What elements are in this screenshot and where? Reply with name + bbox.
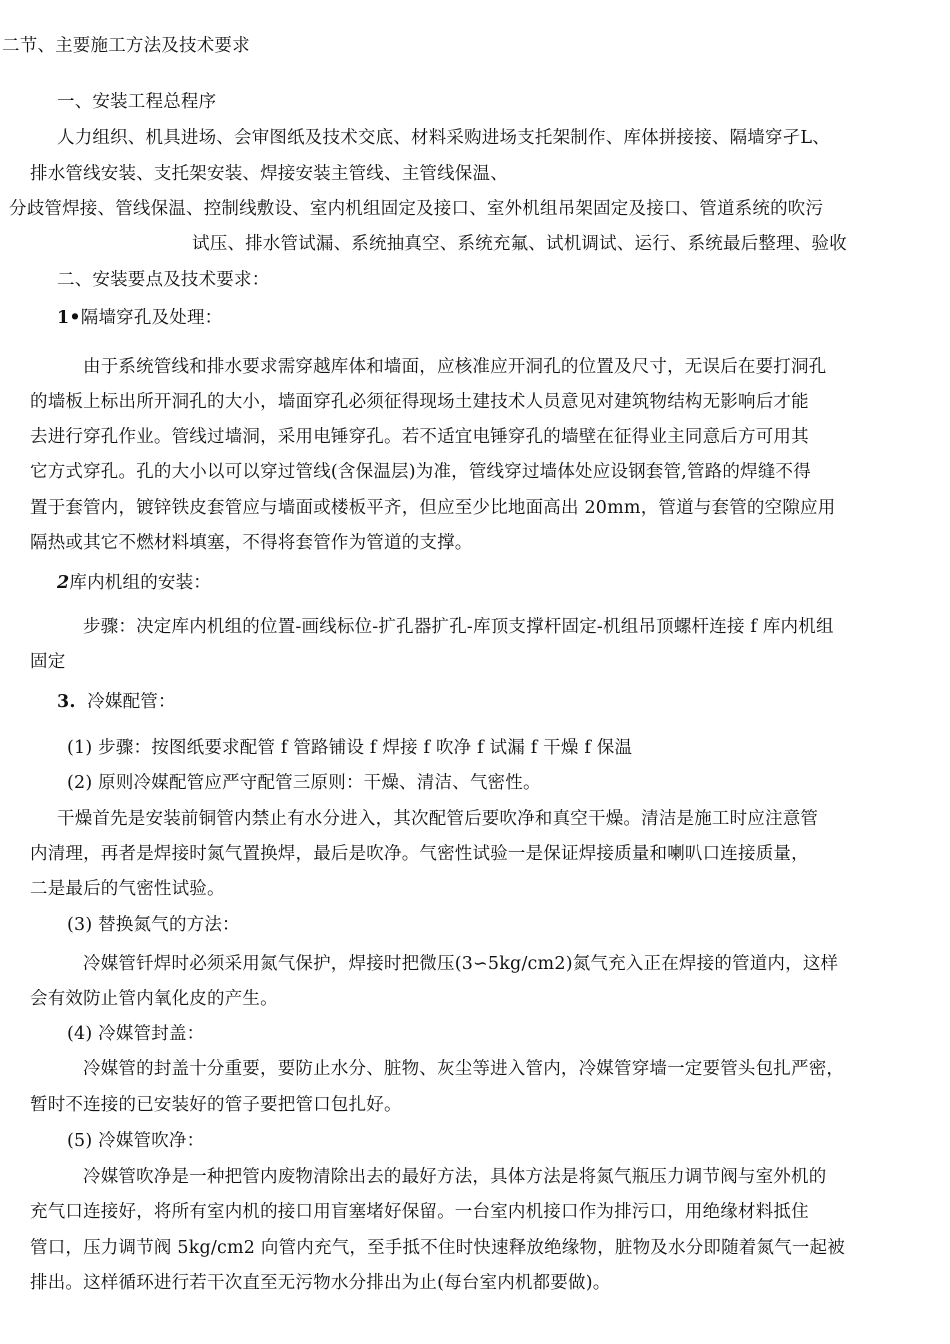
- sub5-line: 充气口连接好，将所有室内机的接口用盲塞堵好保留。一台室内机接口作为排污口，用绝缘材料抵住: [30, 1202, 809, 1222]
- part1-line: 人力组织、机具进场、会审图纸及技术交底、材料采购进场支托架制作、库体拼接接、隔墙穿孑L、: [57, 128, 830, 148]
- item1-line: 置于套管内，镀锌铁皮套管应与墙面或楼板平齐，但应至少比地面高出 20mm，管道与套管的空隙应用: [30, 498, 836, 518]
- item3-sub3: (3) 替换氮气的方法：: [67, 915, 240, 935]
- item3-sub2: (2) 原则冷媒配管应严守配管三原则：干燥、清洁、气密性。: [67, 773, 541, 793]
- item1-line: 隔热或其它不燃材料填塞，不得将套管作为管道的支撑。: [30, 533, 473, 553]
- item3-number: 3.: [57, 692, 76, 712]
- sub5-line: 冷媒管吹净是一种把管内废物清除出去的最好方法，具体方法是将氮气瓶压力调节阀与室外机的: [83, 1167, 827, 1187]
- part1-line: 分歧管焊接、管线保温、控制线敷设、室内机组固定及接口、室外机组吊架固定及接口、管道系统的吹污: [9, 199, 824, 219]
- sub4-line: 暂时不连接的已安装好的管子要把管口包扎好。: [30, 1095, 402, 1115]
- item2-number: 2: [57, 573, 70, 593]
- item2-line: 步骤：决定库内机组的位置-画线标位-扩孔器扩孔-库顶支撑杆固定-机组吊顶螺杆连接 f 库内机组: [83, 617, 834, 637]
- item1-line: 的墙板上标出所开洞孔的大小，墙面穿孔必须征得现场土建技术人员意见对建筑物结构无影响后才能: [30, 392, 809, 412]
- sub2-line: 干燥首先是安装前铜管内禁止有水分进入，其次配管后要吹净和真空干燥。清洁是施工时应注意管: [57, 809, 819, 829]
- item3-sub4: (4) 冷媒管封盖：: [67, 1024, 205, 1044]
- item2-title: 库内机组的安装：: [69, 573, 211, 593]
- item3-sub1: (1) 步骤：按图纸要求配管 f 管路铺设 f 焊接 f 吹净 f 试漏 f 干燥 f 保温: [67, 738, 633, 758]
- part1-line: 试压、排水管试漏、系统抽真空、系统充氟、试机调试、运行、系统最后整理、验收: [192, 234, 847, 254]
- item1-line: 去进行穿孔作业。管线过墙洞，采用电锤穿孔。若不适宜电锤穿孔的墙壁在征得业主同意后方可用其: [30, 427, 809, 447]
- sub5-line: 排出。这样循环进行若干次直至无污物水分排出为止(每台室内机都要做)。: [30, 1273, 611, 1293]
- item3-title: 冷媒配管：: [87, 692, 176, 712]
- item1-heading: [57, 306, 222, 330]
- item2-line: 固定: [30, 652, 66, 672]
- sub2-line: 二是最后的气密性试验。: [30, 879, 225, 899]
- sub5-line: 管口，压力调节阀 5kg/cm2 向管内充气，至手抵不住时快速释放绝缘物，脏物及水分即随着氮气一起被: [30, 1238, 845, 1258]
- sub3-line: 会有效防止管内氧化皮的产生。: [30, 989, 278, 1009]
- item1-title: 隔墙穿孔及处理：: [80, 308, 223, 328]
- item1-line: 由于系统管线和排水要求需穿越库体和墙面，应核准应开洞孔的位置及尺寸，无误后在要打洞孔: [83, 357, 827, 377]
- part1-line: 排水管线安装、支托架安装、焊接安装主管线、主管线保温、: [30, 164, 508, 184]
- item1-number: 1•: [57, 308, 81, 328]
- part2-heading: 二、安装要点及技术要求：: [57, 270, 270, 290]
- sub3-line: 冷媒管钎焊时必须采用氮气保护，焊接时把微压(3∽5kg/cm2)氮气充入正在焊接的管道内，这样: [83, 954, 839, 974]
- sub2-line: 内清理，再者是焊接时氮气置换焊，最后是吹净。气密性试验一是保证焊接质量和喇叭口连接质量，: [30, 844, 809, 864]
- section-title: 二节、主要施工方法及技术要求: [2, 36, 250, 56]
- item1-line: 它方式穿孔。孔的大小以可以穿过管线(含保温层)为准，管线穿过墙体处应设钢套管,管路的焊缝不得: [30, 462, 811, 482]
- item3-sub5: (5) 冷媒管吹净：: [67, 1131, 205, 1151]
- part1-heading: 一、安装工程总程序: [57, 92, 217, 112]
- item3-heading: [57, 690, 176, 714]
- sub4-line: 冷媒管的封盖十分重要，要防止水分、脏物、灰尘等进入管内，冷媒管穿墙一定要管头包扎严密，: [83, 1059, 845, 1079]
- item2-heading: [57, 571, 211, 595]
